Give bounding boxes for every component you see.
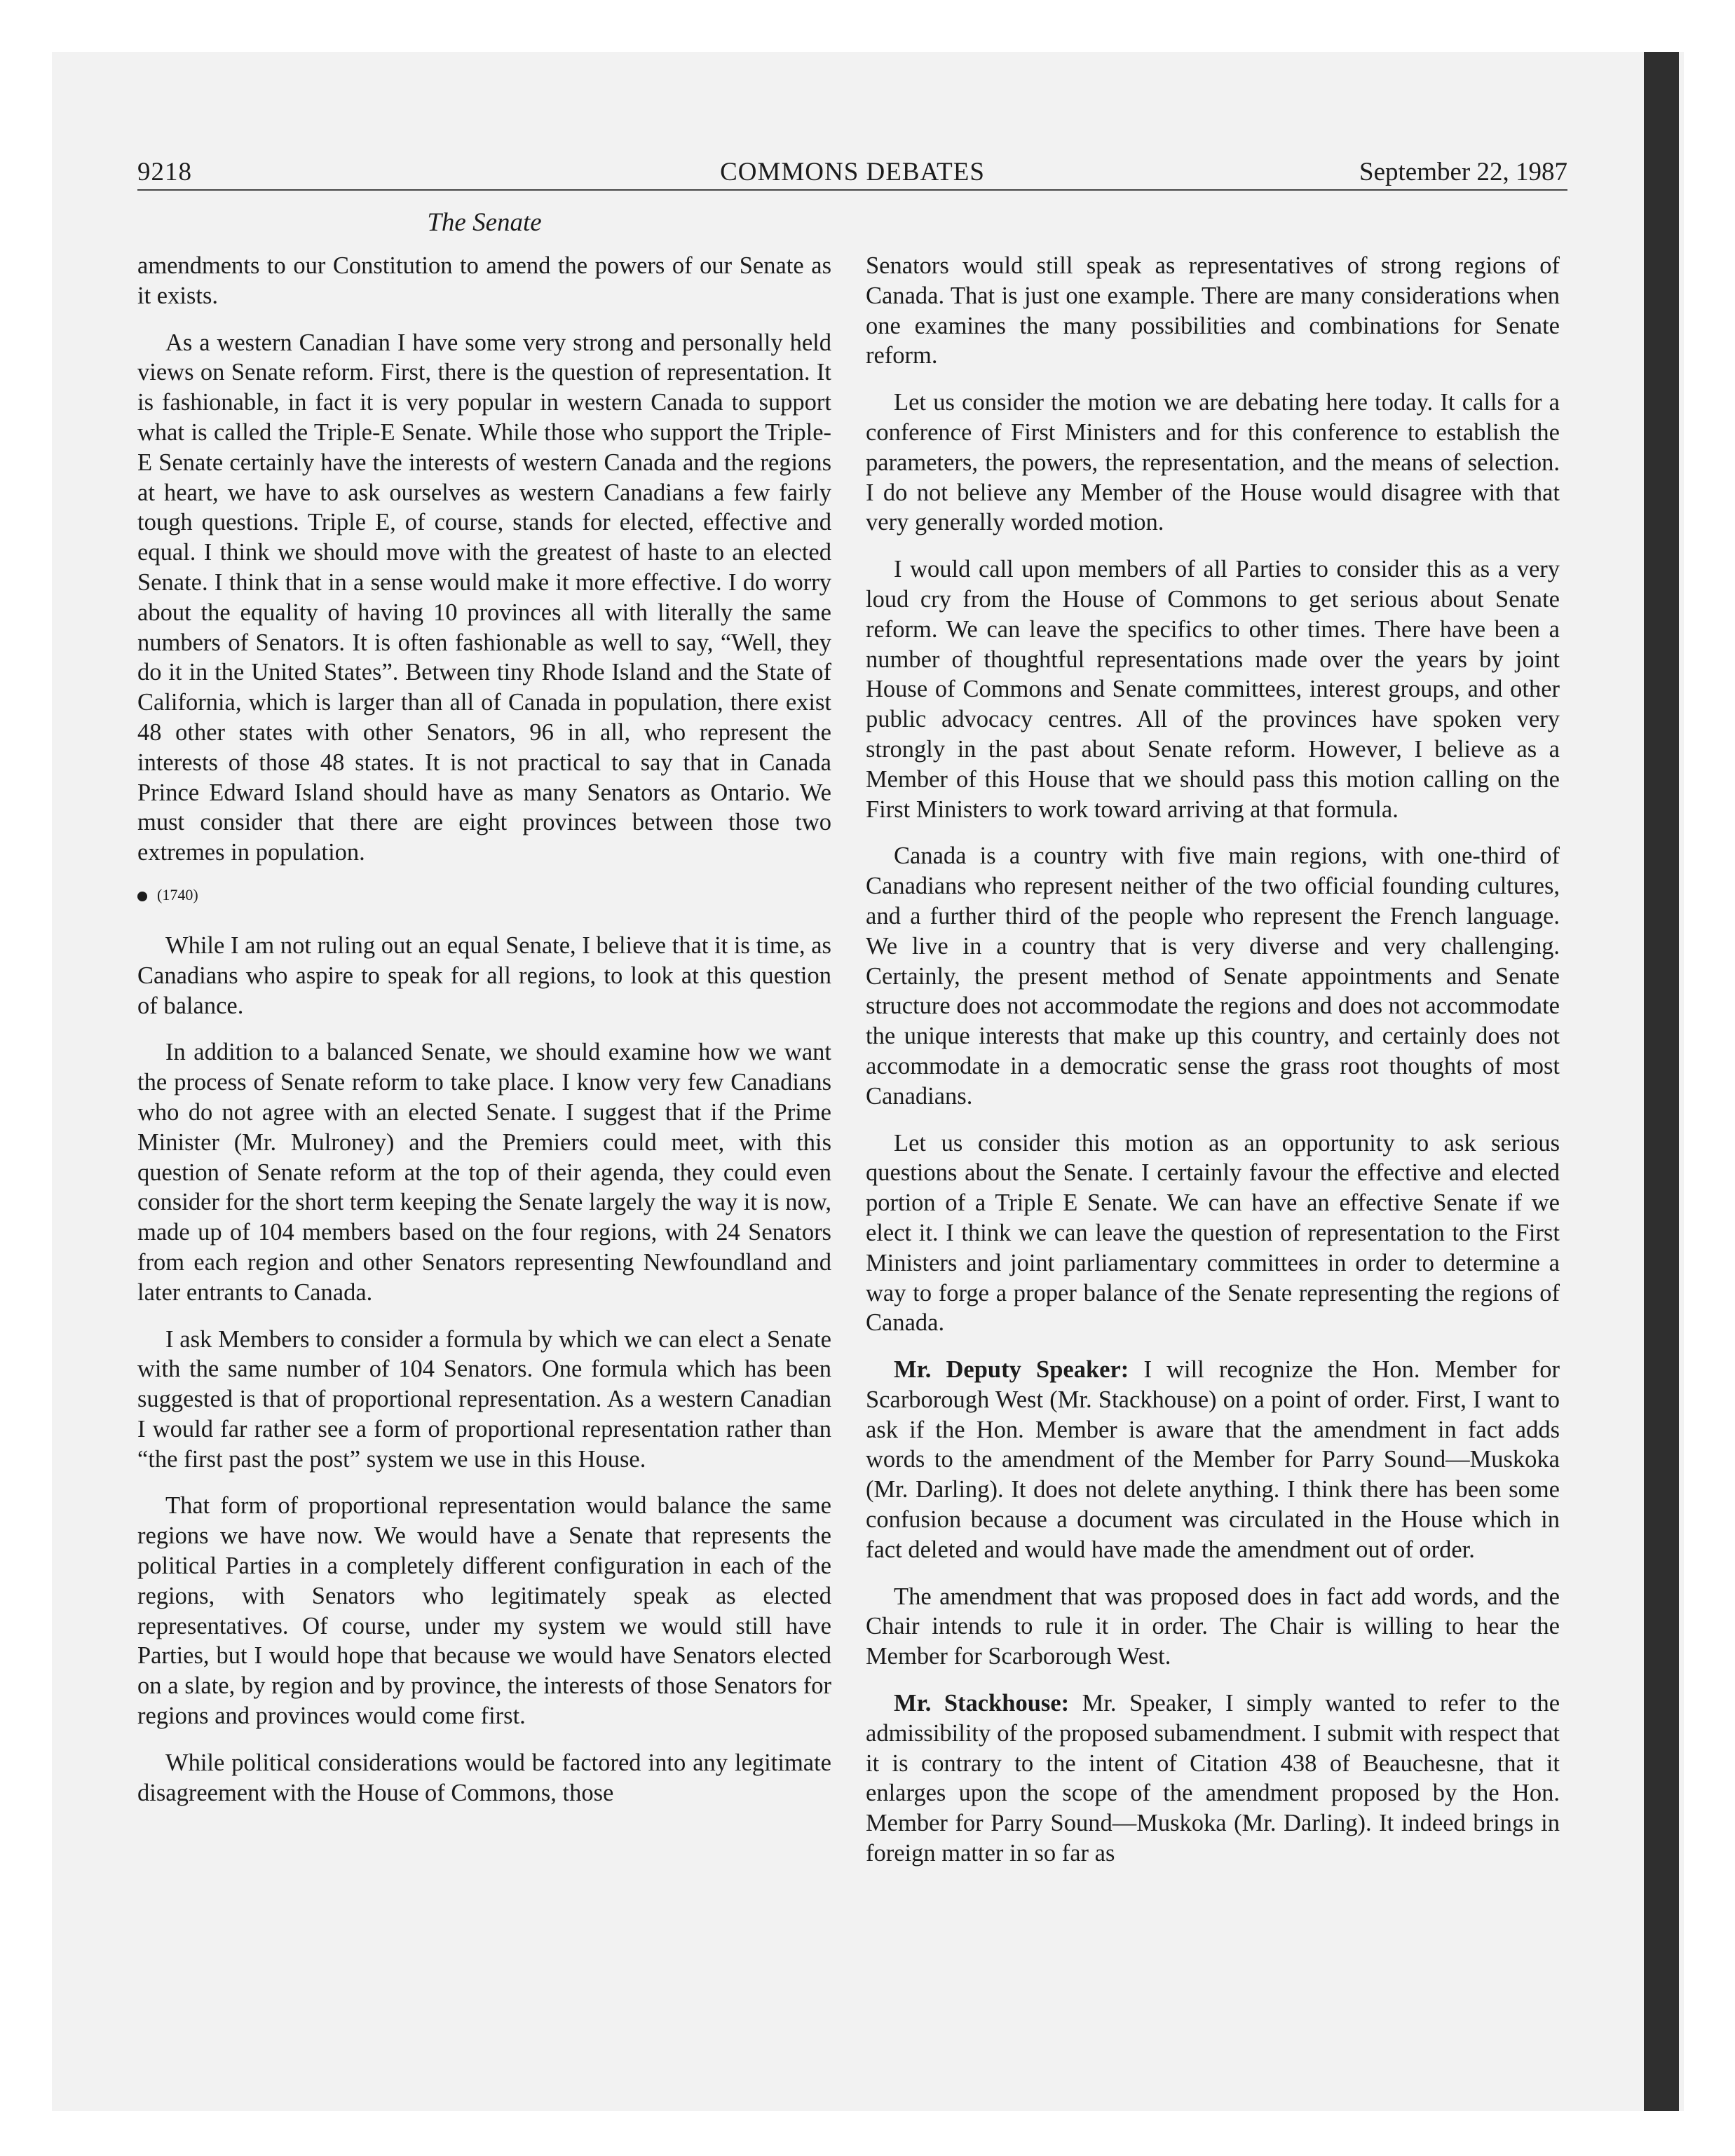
paragraph: Canada is a country with five main regions, with one-third of Canadians who represent neither of the two official founding cultures, and a further third of the people who represent the French language. We live in a country that is very diverse and very challenging. Certainly, the present method of Senate appointments and Senate structure does not accommodate the regions and does not accommodate the unique interests that make up this country, and certainly does not accommodate in a democratic sense the grass root thoughts of most Canadians. — [866, 842, 1560, 1110]
paragraph: While political considerations would be factored into any legitimate disagreement with the House of Commons, those — [137, 1749, 831, 1806]
speaker-name: Mr. Stackhouse: — [894, 1690, 1070, 1717]
paragraph: As a western Canadian I have some very strong and personally held views on Senate reform. First, there is the question of representation. It is fashionable, in fact it is very popular in western Canada to support what is called the Triple-E Senate. While those who support the Triple-E Senate certainly have the interests of western Canada and the regions at heart, we have to ask ourselves as western Canadians a few fairly tough questions. Triple E, of course, stands for elected, effective and equal. I think we should move with the greatest of haste to an elected Senate. I think that in a sense would make it more effective. I do worry about the equality of having 10 provinces all with literally the same numbers of Senators. It is often fashionable as well to say, “Well, they do it in the United States”. Between tiny Rhode Island and the State of California, which is larger than all of Canada in population, there exist 48 other states with other Senators, 96 in all, who represent the interests of those 48 states. It is not practical to say that in Canada Prince Edward Island should have as many Senators as Ontario. We must consider that there are eight provinces between those two extremes in population. — [137, 329, 831, 866]
speech-paragraph — [866, 1355, 1560, 1565]
paragraph: The amendment that was proposed does in fact add words, and the Chair intends to rule it in order. The Chair is willing to hear the Member for Scarborough West. — [866, 1583, 1560, 1670]
bullet-icon — [137, 892, 147, 901]
speech-paragraph — [866, 1688, 1560, 1869]
paragraph: That form of proportional representation would balance the same regions we have now. We would have a Senate that represents the political Parties in a completely different configuration in each of the regions, with Senators who legitimately speak as elected representatives. Of course, under my system we would still have Parties, but I would hope that because we would have Senators elected on a slate, by region and by province, the interests of those Senators for regions and provinces would come first. — [137, 1492, 831, 1730]
paragraph: Let us consider the motion we are debating here today. It calls for a conference of First Ministers and for this conference to establish the parameters, the powers, the representation, and the means of selection. I do not believe any Member of the House would disagree with that very generally worded motion. — [866, 389, 1560, 536]
paragraph: Senators would still speak as representatives of strong regions of Canada. That is just one example. There are many considerations when one examines the many possibilities and combinations for Senate reform. — [866, 252, 1560, 369]
paragraph: While I am not ruling out an equal Senate, I believe that it is time, as Canadians who aspire to speak for all regions, to look at this question of balance. — [137, 932, 831, 1019]
speaker-name: Mr. Deputy Speaker: — [894, 1356, 1129, 1384]
left-column — [137, 251, 831, 1824]
journal-title: COMMONS DEBATES — [720, 158, 985, 186]
paragraph: amendments to our Constitution to amend the powers of our Senate as it exists. — [137, 252, 831, 309]
paragraph: Let us consider this motion as an opportunity to ask serious questions about the Senate. I certainly favour the effective and elected portion of a Triple E Senate. We can have an effective Senate if we elect it. I think we can leave the question of representation to the First Ministers and joint parliamentary committees in order to determine a way to forge a proper balance of the Senate representing the regions of Canada. — [866, 1129, 1560, 1337]
header-date: September 22, 1987 — [1359, 158, 1567, 186]
paragraph: I ask Members to consider a formula by which we can elect a Senate with the same number of 104 Senators. One formula which has been suggested is that of proportional representation. As a western Canadian I would far rather see a form of proportional representation rather than “the first past the post” system we use in this House. — [137, 1325, 831, 1473]
time-marker — [137, 885, 831, 906]
right-column — [866, 251, 1560, 1885]
speech-text: I will recognize the Hon. Member for Scarborough West (Mr. Stackhouse) on a point of order. First, I want to ask if the Hon. Member is aware that the amendment in fact adds words to the amendment of the Member for Parry Sound—Muskoka (Mr. Darling). It does not delete anything. I think there has been some confusion because a document was circulated in the House which in fact deleted and would have made the amendment out of order. — [866, 1356, 1560, 1563]
binding-edge — [1644, 52, 1679, 2111]
paragraph: In addition to a balanced Senate, we should examine how we want the process of Senate reform to take place. I know very few Canadians who do not agree with an elected Senate. I suggest that if the Prime Minister (Mr. Mulroney) and the Premiers could meet, with this question of Senate reform at the top of their agenda, they could even consider for the short term keeping the Senate largely the way it is now, made up of 104 members based on the four regions, with 24 Senators from each region and other Senators representing Newfoundland and later entrants to Canada. — [137, 1039, 831, 1306]
page-number: 9218 — [137, 158, 192, 186]
time-stamp: (1740) — [157, 885, 198, 903]
header-rule — [137, 189, 1567, 191]
paragraph: I would call upon members of all Parties to consider this as a very loud cry from the House of Commons to get serious about Senate reform. We can leave the specifics to other times. There have been a number of thoughtful representations made over the years by joint House of Commons and Senate committees, interest groups, and other public advocacy centres. All of the provinces have spoken very strongly in the past about Senate reform. However, I believe as a Member of this House that we should pass this motion calling on the First Ministers to work toward arriving at that formula. — [866, 556, 1560, 823]
running-header — [137, 154, 1567, 191]
section-title: The Senate — [427, 208, 542, 237]
speech-text: Mr. Speaker, I simply wanted to refer to the admissibility of the proposed subamendment. I submit with respect that it is contrary to the intent of Citation 438 of Beauchesne, that it enlarges upon the scope of the amendment proposed by the Hon. Member for Parry Sound—Muskoka (Mr. Darling). It indeed brings in foreign matter in so far as — [866, 1690, 1560, 1867]
